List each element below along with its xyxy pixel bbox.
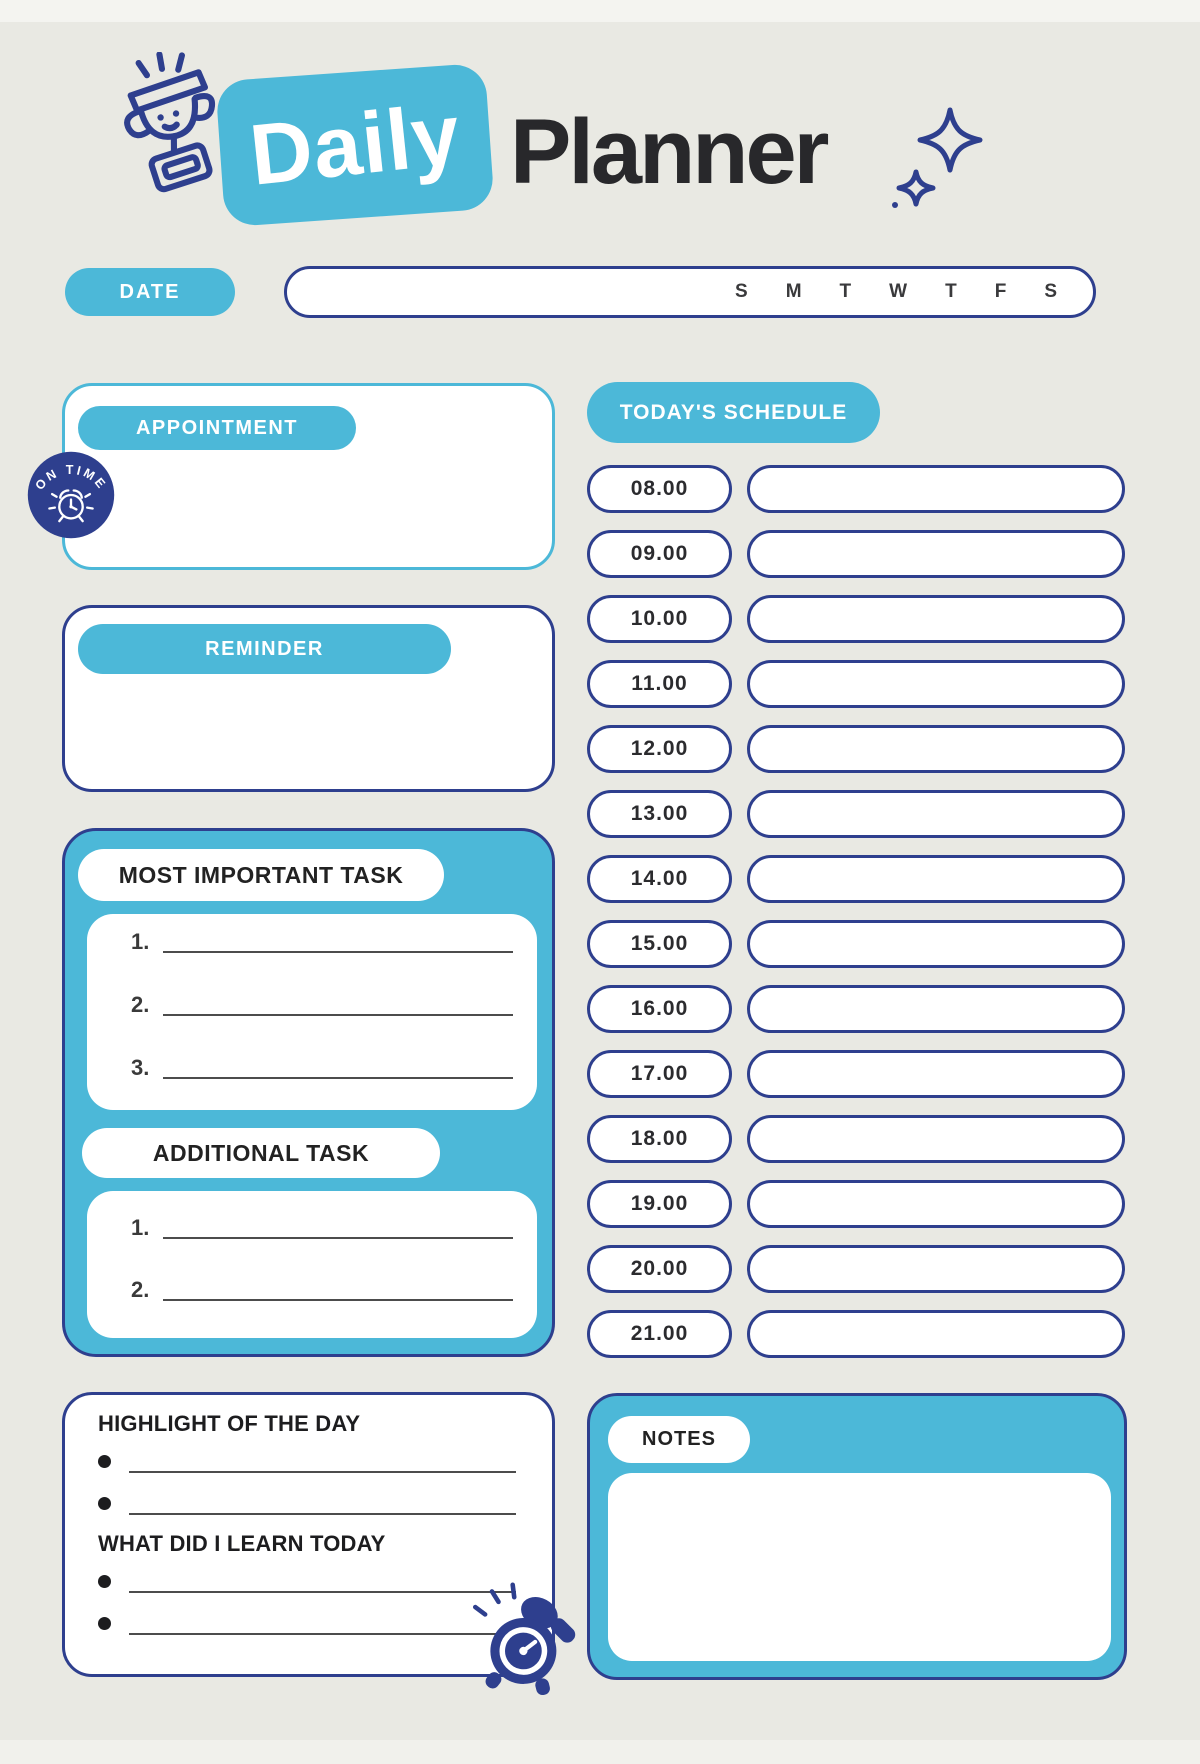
schedule-time-pill: [587, 985, 732, 1033]
reminder-title: REMINDER: [205, 637, 324, 660]
weekday-initial: T: [945, 281, 957, 302]
schedule-row: [587, 1180, 1125, 1228]
schedule-rows: [587, 465, 1125, 1375]
schedule-time-label: 09.00: [630, 542, 689, 565]
schedule-time-pill: [587, 790, 732, 838]
date-label: DATE: [119, 280, 181, 303]
task-line: [131, 985, 513, 1016]
schedule-entry-field[interactable]: [747, 1050, 1125, 1098]
schedule-time-label: 12.00: [630, 737, 689, 760]
schedule-entry-field[interactable]: [747, 465, 1125, 513]
schedule-entry-field[interactable]: [747, 855, 1125, 903]
schedule-entry-field[interactable]: [747, 725, 1125, 773]
schedule-time-label: 10.00: [630, 607, 689, 630]
schedule-row: [587, 530, 1125, 578]
write-line[interactable]: [129, 1513, 516, 1515]
schedule-row: [587, 595, 1125, 643]
task-number: 1.: [131, 929, 150, 954]
schedule-entry-field[interactable]: [747, 595, 1125, 643]
write-line[interactable]: [129, 1471, 516, 1473]
schedule-time-label: 08.00: [630, 477, 689, 500]
schedule-row: [587, 660, 1125, 708]
schedule-title: TODAY'S SCHEDULE: [619, 400, 848, 424]
weekday-initial: T: [839, 281, 852, 302]
schedule-time-label: 11.00: [631, 672, 688, 695]
additional-task-sheet[interactable]: [87, 1191, 537, 1338]
task-write-line[interactable]: [163, 1299, 513, 1301]
schedule-time-pill: [587, 855, 732, 903]
weekday-initial: S: [1044, 281, 1057, 302]
bullet-dot: [98, 1575, 111, 1588]
write-line[interactable]: [129, 1633, 516, 1635]
weekday-initial: S: [735, 281, 748, 302]
additional-task-header-pill: [82, 1128, 440, 1178]
schedule-time-label: 20.00: [630, 1257, 689, 1280]
page-title-daily: Daily: [245, 85, 465, 204]
date-label-pill: [65, 268, 235, 316]
write-line[interactable]: [129, 1591, 516, 1593]
highlight-line-1[interactable]: [98, 1447, 516, 1473]
most-important-task-header-pill: [78, 849, 444, 901]
additional-task-title: ADDITIONAL TASK: [152, 1139, 370, 1166]
schedule-time-label: 15.00: [630, 932, 689, 955]
schedule-time-pill: [587, 465, 732, 513]
schedule-row: [587, 855, 1125, 903]
on-time-stamp-icon: [26, 450, 116, 540]
highlight-title: HIGHLIGHT OF THE DAY: [98, 1411, 361, 1436]
top-strip: [0, 0, 1200, 22]
bullet-dot: [98, 1455, 111, 1468]
schedule-row: [587, 1310, 1125, 1358]
schedule-time-label: 17.00: [630, 1062, 689, 1085]
alarm-clock-icon: [468, 1580, 578, 1705]
task-line: [131, 1203, 513, 1239]
schedule-entry-field[interactable]: [747, 985, 1125, 1033]
task-line: [131, 1048, 513, 1079]
schedule-row: [587, 1245, 1125, 1293]
schedule-time-pill: [587, 1310, 732, 1358]
bullet-dot: [98, 1497, 111, 1510]
schedule-row: [587, 790, 1125, 838]
notes-title: NOTES: [642, 1428, 716, 1450]
task-write-line[interactable]: [163, 1014, 513, 1016]
schedule-entry-field[interactable]: [747, 1310, 1125, 1358]
highlight-line-2[interactable]: [98, 1489, 516, 1515]
task-write-line[interactable]: [163, 1077, 513, 1079]
schedule-time-label: 13.00: [630, 802, 689, 825]
schedule-entry-field[interactable]: [747, 530, 1125, 578]
svg-text:ON TIME: ON TIME: [32, 462, 110, 493]
schedule-time-pill: [587, 530, 732, 578]
learn-line-1[interactable]: [98, 1567, 516, 1593]
most-important-task-title: MOST IMPORTANT TASK: [118, 861, 404, 888]
task-number: 1.: [131, 1215, 150, 1240]
task-line: [131, 1265, 513, 1301]
sparkles-icon: [888, 102, 988, 212]
schedule-time-pill: [587, 725, 732, 773]
notes-box: [587, 1393, 1127, 1680]
weekday-initial: M: [785, 281, 802, 302]
schedule-time-label: 19.00: [630, 1192, 689, 1215]
schedule-time-pill: [587, 1115, 732, 1163]
appointment-header-pill: [78, 406, 356, 450]
schedule-header-pill: [587, 382, 880, 443]
task-number: 3.: [131, 1055, 150, 1080]
schedule-row: [587, 725, 1125, 773]
page-title-planner: Planner: [510, 101, 827, 203]
notes-header-pill: [608, 1416, 750, 1463]
task-write-line[interactable]: [163, 1237, 513, 1239]
daily-title-box: [215, 63, 495, 227]
schedule-time-label: 16.00: [630, 997, 689, 1020]
weekday-initial: F: [994, 281, 1007, 302]
weekday-initial: W: [889, 281, 908, 302]
learn-title: WHAT DID I LEARN TODAY: [98, 1531, 386, 1556]
bottom-strip: [0, 1740, 1200, 1764]
schedule-time-label: 14.00: [630, 867, 689, 890]
schedule-time-label: 18.00: [630, 1127, 689, 1150]
schedule-entry-field[interactable]: [747, 1180, 1125, 1228]
schedule-time-pill: [587, 1180, 732, 1228]
schedule-time-pill: [587, 920, 732, 968]
schedule-time-label: 21.00: [630, 1322, 689, 1345]
schedule-entry-field[interactable]: [747, 1245, 1125, 1293]
notes-writing-area[interactable]: [608, 1473, 1111, 1661]
schedule-time-pill: [587, 660, 732, 708]
schedule-row: [587, 1050, 1125, 1098]
task-number: 2.: [131, 1277, 150, 1302]
schedule-entry-field[interactable]: [747, 1115, 1125, 1163]
task-line: [131, 922, 513, 953]
schedule-time-pill: [587, 1050, 732, 1098]
date-field[interactable]: [284, 266, 1096, 318]
task-number: 2.: [131, 992, 150, 1017]
schedule-row: [587, 465, 1125, 513]
appointment-box[interactable]: [62, 383, 555, 570]
weekday-initials[interactable]: [735, 269, 1057, 315]
tasks-box: [62, 828, 555, 1357]
appointment-title: APPOINTMENT: [135, 416, 299, 439]
schedule-time-pill: [587, 595, 732, 643]
schedule-row: [587, 985, 1125, 1033]
schedule-entry-field[interactable]: [747, 920, 1125, 968]
reminder-header-pill: [78, 624, 451, 674]
most-important-task-sheet[interactable]: [87, 914, 537, 1110]
learn-line-2[interactable]: [98, 1609, 516, 1635]
reminder-box[interactable]: [62, 605, 555, 792]
schedule-row: [587, 1115, 1125, 1163]
bullet-dot: [98, 1617, 111, 1630]
schedule-time-pill: [587, 1245, 732, 1293]
schedule-row: [587, 920, 1125, 968]
schedule-entry-field[interactable]: [747, 790, 1125, 838]
task-write-line[interactable]: [163, 951, 513, 953]
schedule-entry-field[interactable]: [747, 660, 1125, 708]
